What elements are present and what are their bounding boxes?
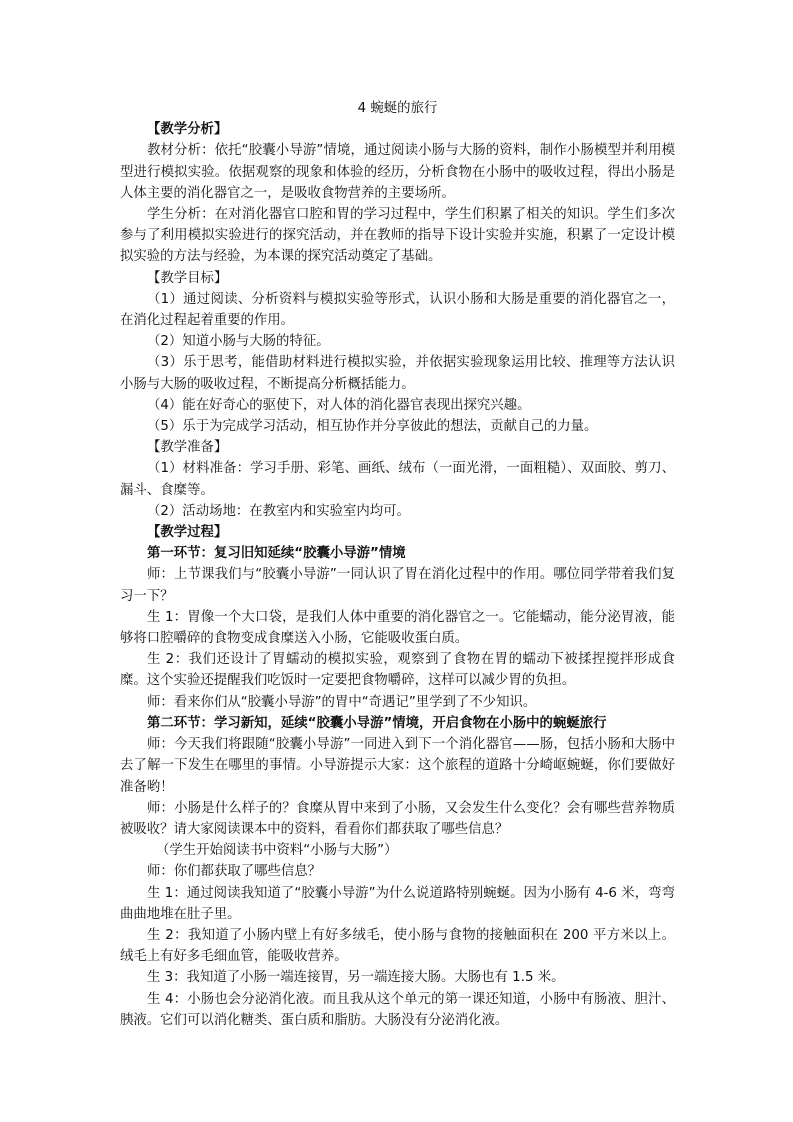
document-title: 4 蜿蜒的旅行 <box>357 101 438 116</box>
heading-teaching-process: 【教学过程】 <box>147 525 228 541</box>
heading-step-2: 第二环节：学习新知，延续“胶囊小导游”情境，开启食物在小肠中的蜿蜒旅行 <box>147 715 607 731</box>
heading-teaching-preparation: 【教学准备】 <box>147 440 228 456</box>
dialogue-teacher: 师：你们都获取了哪些信息？ <box>147 864 322 880</box>
dialogue-teacher: 师：小肠是什么样子的？食糜从胃中来到了小肠，又会发生什么变化？会有哪些营养物质被吸收？请大家阅读课本中的资料，看看你们都获取了哪些信息？ <box>120 800 675 837</box>
prep-item-1: （1）材料准备：学习手册、彩笔、画纸、绒布（一面光滑，一面粗糙）、双面胶、剪刀、漏斗、食糜等。 <box>120 461 675 498</box>
goal-item-1: （1）通过阅读、分析资料与模拟实验等形式，认识小肠和大肠是重要的消化器官之一，在消化过程起着重要的作用。 <box>120 291 675 329</box>
dialogue-student: 生 3：我知道了小肠一端连接胃，另一端连接大肠。大肠也有 1.5 米。 <box>147 970 565 986</box>
dialogue-teacher: 师：今天我们将跟随“胶囊小导游”一同进入到下一个消化器官——肠，包括小肠和大肠中去了解一下发生在哪里的事情。小导游提示大家：这个旅程的道路十分崎岖蜿蜒，你们要做好准备哟！ <box>120 737 675 795</box>
goal-item-3: （3）乐于思考，能借助材料进行模拟实验，并依据实验现象运用比较、推理等方法认识小肠与大肠的吸收过程，不断提高分析概括能力。 <box>120 355 675 392</box>
dialogue-student: 生 2：我知道了小肠内壁上有好多绒毛，使小肠与食物的接触面积在 200 平方米以上。绒毛上有好多毛细血管，能吸收营养。 <box>120 927 675 965</box>
paragraph-student-analysis: 学生分析：在对消化器官口腔和胃的学习过程中，学生们积累了相关的知识。学生们多次参与了利用模拟实验进行的探究活动，并在教师的指导下设计实验并实施，积累了一定设计模拟实验的方法与经验，为本课的探究活动奠定了基础。 <box>120 207 675 265</box>
dialogue-student: 生 1：通过阅读我知道了“胶囊小导游”为什么说道路特别蜿蜒。因为小肠有 4-6 米，弯弯曲曲地堆在肚子里。 <box>120 885 675 922</box>
dialogue-student: 生 4：小肠也会分泌消化液。而且我从这个单元的第一课还知道，小肠中有肠液、胆汁、胰液。它们可以消化糖类、蛋白质和脂肪。大肠没有分泌消化液。 <box>120 991 675 1028</box>
heading-teaching-analysis: 【教学分析】 <box>147 122 228 138</box>
goal-item-4: （4）能在好奇心的驱使下，对人体的消化器官表现出探究兴趣。 <box>147 397 531 413</box>
goal-item-5: （5）乐于为完成学习活动，相互协作并分享彼此的想法，贡献自己的力量。 <box>147 419 598 435</box>
dialogue-teacher: 师：上节课我们与“胶囊小导游”一同认识了胃在消化过程中的作用。哪位同学带着我们复习一下？ <box>120 567 675 604</box>
dialogue-student: 生 1：胃像一个大口袋，是我们人体中重要的消化器官之一。它能蠕动，能分泌胃液，能够将口腔嚼碎的食物变成食糜送入小肠，它能吸收蛋白质。 <box>120 609 675 647</box>
heading-step-1: 第一环节：复习旧知延续“胶囊小导游”情境 <box>147 546 406 562</box>
prep-item-2: （2）活动场地：在教室内和实验室内均可。 <box>147 503 410 519</box>
document-page <box>120 98 675 1031</box>
paragraph-textbook-analysis: 教材分析：依托“胶囊小导游”情境，通过阅读小肠与大肠的资料，制作小肠模型并利用模型进行模拟实验。依据观察的现象和体验的经历，分析食物在小肠中的吸收过程，得出小肠是人体主要的消化器官之一，是吸收食物营养的主要场所。 <box>120 143 675 201</box>
dialogue-teacher: 师：看来你们从“胶囊小导游”的胃中“奇遇记”里学到了不少知识。 <box>147 694 537 710</box>
heading-teaching-goals: 【教学目标】 <box>147 270 228 286</box>
goal-item-2: （2）知道小肠与大肠的特征。 <box>147 334 330 350</box>
stage-note: （学生开始阅读书中资料“小肠与大肠”） <box>156 843 398 859</box>
dialogue-student: 生 2：我们还设计了胃蠕动的模拟实验，观察到了食物在胃的蠕动下被揉捏搅拌形成食糜。这个实验还提醒我们吃饭时一定要把食物嚼碎，这样可以减少胃的负担。 <box>120 652 675 689</box>
